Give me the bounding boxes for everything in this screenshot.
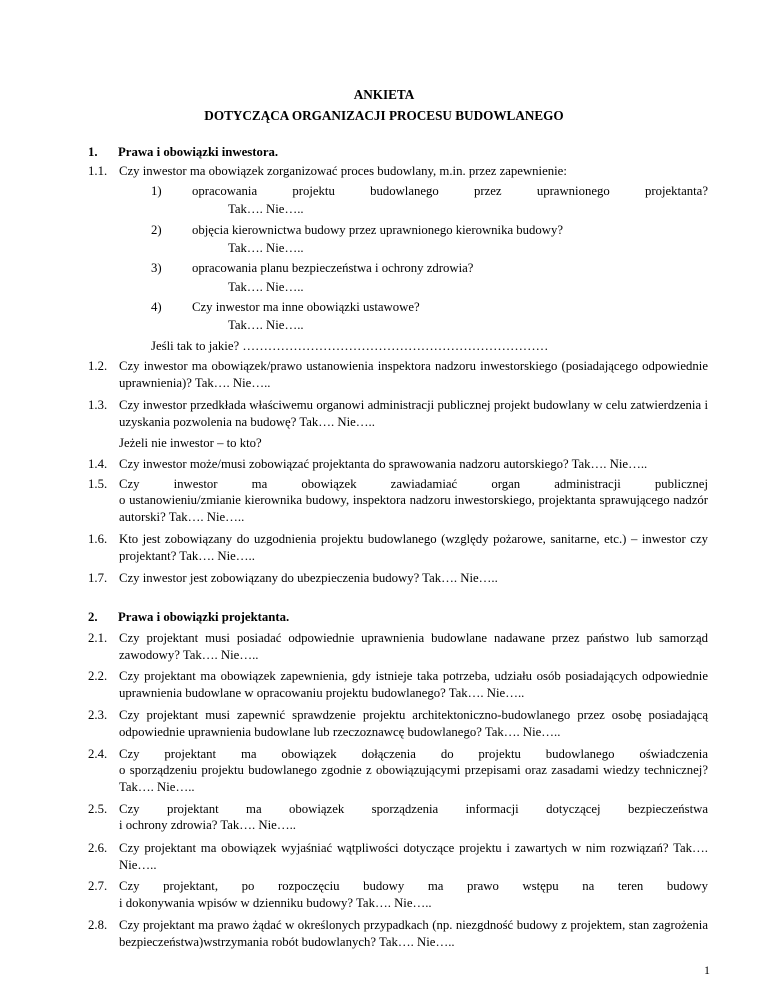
question-text-line1: Czy projektant, po rozpoczęciu budowy ma prawo wstępu na teren budowy	[119, 879, 708, 894]
question-text: Czy inwestor ma obowiązek zorganizować proces budowlany, m.in. przez zapewnienie:	[119, 163, 567, 178]
question-text-rest: o sporządzeniu projektu budowlanego zgodnie z obowiązującymi przepisami oraz zasadami wiedzy technicznej? Tak…. Nie…..	[119, 763, 708, 795]
question-number: 2.4.	[88, 746, 108, 761]
page-number: 1	[704, 963, 710, 977]
document-subtitle: DOTYCZĄCA ORGANIZACJI PROCESU BUDOWLANEGO	[204, 108, 564, 123]
question-text: Czy inwestor jest zobowiązany do ubezpieczenia budowy? Tak…. Nie…..	[119, 570, 498, 585]
sub-item-number: 3)	[151, 261, 162, 276]
question-2-2	[88, 668, 708, 702]
question-number: 2.5.	[88, 802, 108, 817]
question-number: 1.3.	[88, 397, 108, 412]
question-2-3	[88, 707, 708, 741]
sub-item-4	[151, 299, 708, 316]
answer-options: Tak…. Nie…..	[228, 279, 304, 294]
sub-item-number: 1)	[151, 183, 162, 198]
question-number: 1.6.	[88, 532, 108, 547]
section-number: 1.	[88, 145, 98, 160]
sub-item-number: 4)	[151, 299, 162, 314]
question-1-4	[88, 456, 708, 473]
question-text: Czy projektant ma prawo żądać w określonych przypadkach (np. niezgdność budowy z projektem, stan zagrożenia bezpieczeństwa)wstrzymania robót budowlanych? Tak…. Nie…..	[119, 918, 708, 950]
sub-item-1	[151, 183, 708, 200]
question-number: 2.1.	[88, 630, 108, 645]
question-2-6	[88, 840, 708, 874]
question-1-6	[88, 531, 708, 565]
question-text-line1: Czy projektant ma obowiązek dołączenia do projektu budowlanego oświadczenia	[119, 746, 708, 761]
question-2-4	[88, 746, 708, 763]
sub-item-text: Czy inwestor ma inne obowiązki ustawowe?	[192, 299, 420, 314]
sub-item-2	[151, 222, 708, 239]
question-number: 2.3.	[88, 708, 108, 723]
answer-options: Tak…. Nie…..	[228, 318, 304, 333]
question-text-rest: i dokonywania wpisów w dzienniku budowy? Tak…. Nie…..	[119, 895, 432, 910]
question-number: 2.8.	[88, 918, 108, 933]
question-text-rest: o ustanowieniu/zmianie kierownika budowy, inspektora nadzoru inwestorskiego, projektanta sprawującego nadzór autorski? Tak…. Nie…..	[119, 493, 708, 525]
question-2-5	[88, 801, 708, 818]
question-text: Kto jest zobowiązany do uzgodnienia projektu budowlanego (względy pożarowe, sanitarne, etc.) – inwestor czy projektant? Tak…. Nie…..	[119, 532, 708, 564]
section-2-heading	[88, 609, 289, 626]
question-number: 1.5.	[88, 476, 108, 491]
question-2-7	[88, 878, 708, 895]
question-text: Czy projektant ma obowiązek zapewnienia, gdy istnieje taka potrzeba, udziału osób posiadających odpowiednie uprawnienia budowlane w opracowaniu projektu budowlanego? Tak…. Nie…..	[119, 669, 708, 701]
question-1-3-followup: Jeżeli nie inwestor – to kto?	[119, 436, 262, 451]
sub-item-number: 2)	[151, 222, 162, 237]
if-yes-prompt: Jeśli tak to jakie? ………………………………………………………………	[151, 338, 549, 353]
section-number: 2.	[88, 610, 98, 625]
section-title: Prawa i obowiązki inwestora.	[118, 145, 279, 160]
document-title: ANKIETA	[353, 87, 415, 102]
question-text: Czy projektant musi posiadać odpowiednie uprawnienia budowlane nadawane przez państwo lub samorząd zawodowy? Tak…. Nie…..	[119, 630, 708, 662]
question-1-1	[88, 163, 708, 180]
question-text-rest: i ochrony zdrowia? Tak…. Nie…..	[119, 818, 296, 833]
question-number: 1.2.	[88, 358, 108, 373]
sub-item-text: opracowania planu bezpieczeństwa i ochrony zdrowia?	[192, 261, 474, 276]
question-2-5-continued	[88, 817, 708, 834]
section-1-heading	[88, 144, 278, 161]
question-number: 2.6.	[88, 840, 108, 855]
sub-item-3	[151, 260, 708, 277]
question-2-7-continued	[88, 895, 708, 912]
question-number: 1.1.	[88, 163, 108, 178]
question-number: 2.7.	[88, 879, 108, 894]
question-number: 1.7.	[88, 570, 108, 585]
question-number: 1.4.	[88, 456, 108, 471]
question-1-5	[88, 476, 708, 493]
question-text: Czy inwestor przedkłada właściwemu organowi administracji publicznej projekt budowlany w celu zatwierdzenia i uzyskania pozwolenia na budowę? Tak…. Nie…..	[119, 397, 708, 429]
question-2-1	[88, 630, 708, 664]
question-text: Czy projektant musi zapewnić sprawdzenie projektu architektoniczno-budowlanego przez osobę posiadającą odpowiednie uprawnienia budowlane lub rzeczoznawcę budowlanego? Tak…. Nie…..	[119, 708, 708, 740]
answer-options: Tak…. Nie…..	[228, 240, 304, 255]
sub-item-text: objęcia kierownictwa budowy przez uprawnionego kierownika budowy?	[192, 222, 564, 237]
answer-options: Tak…. Nie…..	[228, 202, 304, 217]
question-text: Czy inwestor może/musi zobowiązać projektanta do sprawowania nadzoru autorskiego? Tak…. Nie…..	[119, 456, 648, 471]
question-number: 2.2.	[88, 669, 108, 684]
question-text: Czy inwestor ma obowiązek/prawo ustanowienia inspektora nadzoru inwestorskiego (posiadającego odpowiednie uprawnienia)? Tak…. Nie…..	[119, 358, 708, 390]
sub-item-text: opracowania projektu budowlanego przez uprawnionego projektanta?	[192, 183, 708, 198]
question-text-line1: Czy projektant ma obowiązek sporządzenia informacji dotyczącej bezpieczeństwa	[119, 802, 708, 817]
question-text: Czy projektant ma obowiązek wyjaśniać wątpliwości dotyczące projektu i zawartych w nim rozwiązań? Tak…. Nie…..	[119, 840, 708, 872]
question-2-8	[88, 917, 708, 951]
question-1-7	[88, 570, 708, 587]
question-text-line1: Czy inwestor ma obowiązek zawiadamiać organ administracji publicznej	[119, 476, 708, 491]
question-2-4-continued	[88, 762, 708, 796]
question-1-2	[88, 358, 708, 392]
section-title: Prawa i obowiązki projektanta.	[118, 610, 290, 625]
question-1-3	[88, 397, 708, 431]
question-1-5-continued	[88, 492, 708, 526]
